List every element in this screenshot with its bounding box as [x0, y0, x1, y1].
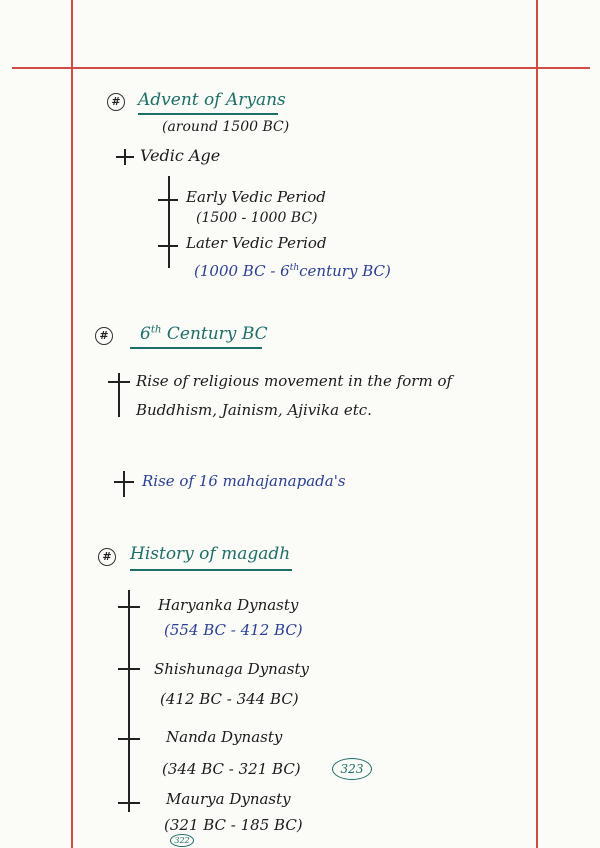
left-margin-line [71, 0, 73, 848]
bullet-plus [118, 373, 120, 417]
sub-item-range: (1500 - 1000 BC) [196, 210, 318, 226]
bullet-plus-h [116, 156, 134, 158]
section-marker-icon: # [107, 93, 125, 111]
section-marker-icon: # [95, 327, 113, 345]
dynasty-name: Nanda Dynasty [166, 728, 283, 746]
item-text: Rise of religious movement in the form of [136, 372, 453, 390]
section-marker-icon: # [98, 548, 116, 566]
section-title-aryans: Advent of Aryans [138, 90, 286, 110]
section-subtitle: (around 1500 BC) [162, 119, 290, 135]
top-margin-line [12, 67, 590, 69]
dynasty-name: Haryanka Dynasty [158, 596, 299, 614]
year-note: 323 [332, 758, 372, 780]
right-margin-line [536, 0, 538, 848]
dynasty-range: (344 BC - 321 BC) [162, 760, 301, 778]
title-underline [130, 569, 292, 571]
section-title-6th-century: 6th Century BC [140, 324, 268, 344]
sub-item-range: (1000 BC - 6thcentury BC) [194, 262, 391, 280]
tree-branch [158, 199, 178, 201]
bullet-plus [123, 471, 125, 497]
tree-line [128, 590, 130, 812]
section-title-magadh: History of magadh [130, 544, 291, 564]
tree-branch [118, 668, 140, 670]
item-text: Buddhism, Jainism, Ajivika etc. [136, 401, 372, 419]
bullet-plus-h [108, 381, 130, 383]
dynasty-range: (554 BC - 412 BC) [164, 621, 303, 639]
tree-branch [118, 802, 140, 804]
tree-branch [158, 245, 178, 247]
tree-branch [118, 606, 140, 608]
item-text: Rise of 16 mahajanapada's [142, 472, 346, 490]
sub-item-label: Early Vedic Period [186, 188, 326, 206]
dynasty-name: Shishunaga Dynasty [154, 660, 309, 678]
item-vedic-age: Vedic Age [140, 146, 221, 165]
bullet-plus-h [114, 481, 134, 483]
tree-line [168, 176, 170, 268]
dynasty-range: (321 BC - 185 BC) [164, 816, 303, 834]
dynasty-name: Maurya Dynasty [166, 790, 291, 808]
dynasty-range: (412 BC - 344 BC) [160, 690, 299, 708]
tree-branch [118, 738, 140, 740]
year-note: 322 [170, 834, 194, 847]
sub-item-label: Later Vedic Period [186, 234, 327, 252]
title-underline [138, 113, 278, 115]
title-underline [130, 347, 262, 349]
